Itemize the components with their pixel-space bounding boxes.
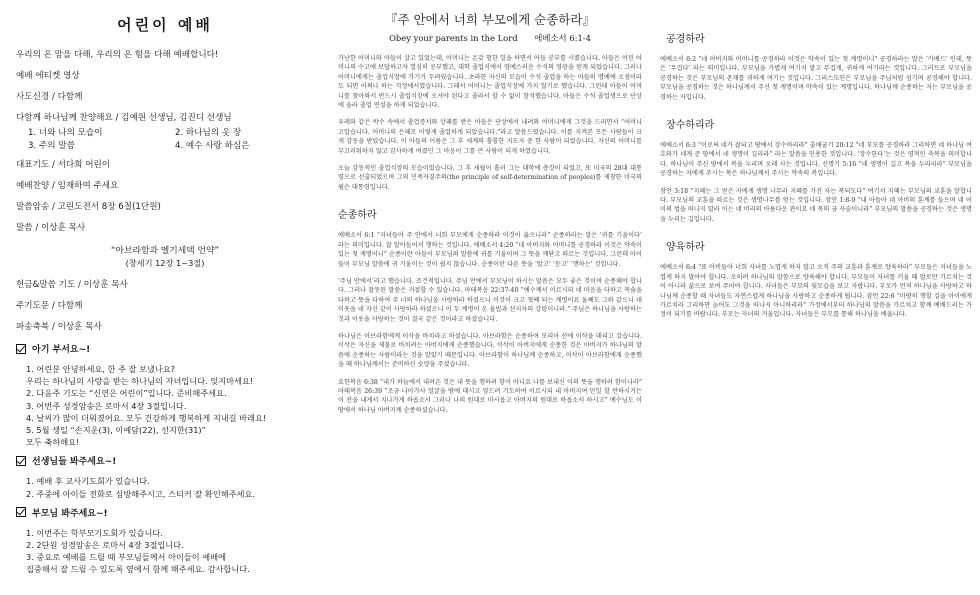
- bulletin-line: 사도신경 / 다함께: [16, 92, 83, 102]
- bulletin-line: 다함께 하나님께 찬양해요 / 김예원 선생님, 김진디 선생님: [16, 113, 232, 123]
- list-item: 5. 5월 생일 “손지운(3), 이예담(22), 선지한(31)”: [26, 425, 206, 436]
- bulletin-line: 말씀암송 / 고린도전서 8장 6절(1단원): [16, 202, 161, 212]
- list-item: 1. 어린분 안녕하세요, 한 주 잘 보냈나요?: [26, 364, 176, 374]
- list-item: 집중해서 잘 드릴 수 있도록 옆에서 함께 해주세요. 감사합니다.: [26, 564, 250, 575]
- bulletin-title: 어린이 예배: [117, 16, 213, 34]
- bulletin-line: 파송축복 / 이상훈 목사: [16, 322, 102, 332]
- section-heading-label: 선생님들 봐주세요~!: [32, 457, 117, 468]
- bulletin-line: 대표기도 / 서다희 어린이: [16, 160, 111, 170]
- bulletin-line: 말씀 / 이상훈 목사: [16, 223, 86, 233]
- sermon-title: “아브라함과 멜기세덱 언약”: [110, 246, 220, 256]
- paragraph: 에베소서 6:1 “자녀들아 주 안에서 너희 부모에게 순종하라 이것이 옳으니라” 순종하라는 말은 ‘귀를 기울이다’ 라는 의미입니다. 잘 알아들어서 행하는 것입니다. 에베소서 4:20 “네 아버지와 어머니를 공경하라 이것은 약속이 있는 첫 계명이니” 순종이란 아들이 부모님의 말씀에 귀를 기울이며 그 뜻을 깨닫고 따르는 것입니다. 그런데 아이들이 부모님 말씀에 귀 기울이는 것이 쉽지 않습니다. 순종이란 다른 뜻을 ‘알고’ ‘듣고’ ‘행하는’ 것입니다.: [338, 232, 642, 268]
- list-item: 1. 이번주는 학부모기도회가 있습니다.: [26, 527, 163, 538]
- song-item: 1. 너와 나의 모습이: [28, 128, 103, 138]
- sermon-heading: 『주 안에서 너희 부모에게 순종하라』: [385, 12, 595, 27]
- sermon-reference: (창세기 12장 1~3절): [125, 258, 205, 268]
- paragraph: 하나님은 아브라함에게 이삭을 바치라고 하셨습니다. 아브라함은 순종하여 모리아 산에 이삭을 데리고 갔습니다. 이삭은 자신을 제물로 바치려는 아버지에게 순종했습니다. 이삭이 아버지에게 순종한 것은 아버지가 하나님의 말씀에 순종하는 사람이라는 것을 알았기 때문입니다. 아브라함이 하나님께 순종하고, 이삭이 아브라함에게 순종했을 때 하나님께서는 준비하신 숫양을 주셨습니다.: [338, 332, 642, 369]
- section-title: 공경하라: [666, 34, 705, 45]
- checkbox-icon: [16, 456, 26, 466]
- checkbox-icon: [16, 507, 26, 517]
- bulletin-line: 예배 에티켓 영상: [16, 71, 80, 81]
- list-item: 우리는 하나님의 사랑을 받는 하나님의 자녀입니다. 잊지마세요!: [26, 376, 254, 387]
- list-item: 2. 주중에 아이들 전화로 심방해주시고, 스티커 잘 확인해주세요.: [26, 488, 255, 499]
- song-list: [28, 127, 314, 153]
- bulletin-line: 주기도문 / 다함께: [16, 301, 83, 311]
- paragraph: 가난한 어머니와 아들이 살고 있었는데, 어머니는 온갖 험한 일을 하면서 아들 공부를 시켰습니다. 아들은 어린 어머니의 수고에 보답하고자 열심히 공부했고, 대학 졸업식에서 영예스러운 수석의 영광을 얻게 되었습니다. 그러나 어머니에게는 졸업식장에 가기가 두려웠습니다. 초라한 자신의 모습이 수석 졸업을 하는 아들의 명예에 오점이라도 되면 어쩌나 하는 걱정에서였습니다. 그래서 어머니는 졸업식장에 가지 않기로 했습니다. 그런데 아들이 어머니를 찾아와서 반드시 졸업식장에 오셔야 된다고 졸라서 할 수 없이 참석했습니다. 아들은 수석 졸업생으로 단상에 올라 졸업 연설을 하게 되었습니다.: [338, 55, 642, 110]
- checkbox-icon: [16, 344, 26, 354]
- list-item: 4. 날씨가 많이 더워졌어요. 모두 건강하게 행복하게 지내길 바래요!: [26, 412, 267, 423]
- list-item: 3. 중요로 예배를 드릴 때 부모님들께서 아이들이 예배에: [26, 552, 227, 563]
- section-heading: [16, 506, 314, 519]
- section-heading: [16, 342, 314, 355]
- bulletin-line: 우리의 온 맘을 다해, 우리의 온 힘을 다해 예배합니다!: [16, 50, 219, 60]
- section-title: 순종하라: [338, 210, 377, 222]
- song-item: 4. 예수 사랑 하심은: [175, 141, 250, 151]
- paragraph: ‘주님 안에서’라고 했습니다. 조건적입니다. 주님 안에서 부모님이 하시는 말씀은 모두 좋은 것이며 순종해야 합니다. 그러나 잘못된 말씀은 거절할 수 있습니다. 마태복음 22:37-40 “예수께서 이르시되 네 마음을 다하고 목숨을 다하고 뜻을 다하여 주 너의 하나님을 사랑하라 하셨으니 이것이 크고 첫째 되는 계명이요 둘째도 그와 같으니 네 이웃을 네 자신 같이 사랑하라 하셨으니 이 두 계명이 온 율법과 선지자의 강령이니라.” 주님은 하나님을 사랑하는 것과 이웃을 사랑하는 것이 결국 같은 것이라고 하셨습니다.: [338, 277, 642, 323]
- sermon-scripture-ref: 에베소서 6:1-4: [534, 33, 591, 43]
- song-item: 3. 주의 말씀: [28, 141, 75, 151]
- list-item: 2. 2단원 성경암송은 로마서 4장 3절입니다.: [26, 540, 184, 551]
- section-heading-label: 아기 부서요~!: [32, 345, 91, 355]
- paragraph: 오늘 감동적인 졸업식장의 모습이었습니다. 그 후 세월이 흘러 그는 대학에 총장이 되었고, 또 미국의 28대 대통령으로 선출되었으며 그의 민족자결주의(the principle of self-determination of peoples)를 제창한 미국의 윌슨 대통령입니다.: [338, 165, 642, 191]
- bulletin-line: 예배찬양 / 임재하여 주세요: [16, 181, 119, 191]
- paragraph: 요한복음 6:38 “내가 하늘에서 내려온 것은 내 뜻을 행하려 함이 아니요 나를 보내신 이의 뜻을 행하려 함이니라” 마태복음 26:39 “조금 나아가사 얼굴을 땅에 대시고 엎드려 기도하여 이르시되 내 아버지여 만일 할 만하시거든 이 잔을 내게서 지나가게 하옵소서 그러나 나의 원대로 마시옵고 아버지의 원대로 하옵소서 하시고” 예수님도 이 땅에서 하나님 아버지께 순종하셨습니다.: [338, 378, 642, 414]
- sermon-column: [330, 0, 648, 595]
- bulletin-line: 헌금&말씀 기도 / 이상훈 목사: [16, 280, 128, 290]
- notice-list: [26, 475, 314, 499]
- section-heading: [16, 454, 314, 467]
- list-item: 2. 다음주 기도는 “신연은 어린이”입니다. 준비해주세요.: [26, 388, 227, 399]
- sermon-subheading: [338, 32, 642, 44]
- paragraph: 에베소서 6:3 “이로써 네가 잘되고 땅에서 장수하리라” 출애굽기 20:12 “네 부모를 공경하라 그리하면 네 하나님 여호와가 네게 준 땅에서 네 생명이 길리라” 라는 말씀을 인용한 것입니다. ‘장수한다’는 것은 영적인 축복을 의미합니다. 하나님이 주신 땅에서 복을 누리며 오래 사는 것입니다. 신명기 5:16 “네 생명이 길고 복을 누리리라” 부모님을 공경하는 자에게 주시는 복은 하나님께서 주시는 약속의 복입니다.: [660, 142, 972, 178]
- list-item: 3. 어번주 성경암송은 로마서 4장 3절입니다.: [26, 400, 187, 411]
- paragraph: 잠언 3:18 “지혜는 그 얻은 자에게 생명 나무라 지혜를 가진 자는 복되도다” 여기서 지혜는 부모님의 교훈을 말합니다. 부모님의 교훈을 따르는 것은 생명나무를 얻는 것입니다. 잠언 1:8-9 “내 아들아 네 아비의 훈계를 들으며 네 어미의 법을 떠나지 말라 이는 네 머리의 아름다운 관이요 네 목의 금 사슬이니라” 부모님의 말씀을 공경하는 것은 생명을 누리는 길입니다.: [660, 187, 972, 223]
- paragraph: 에베소서 6:4 “또 아비들아 너희 자녀를 노엽게 하지 말고 오직 주의 교훈과 훈계로 양육하라” 부모들은 자녀들을 노엽게 하지 말아야 합니다. 오히려 하나님의 말씀으로 양육해야 합니다. 부모들이 자녀를 키울 때 말로만 가르치는 것이 아니라 삶으로 보여 주어야 합니다. 자녀들은 부모의 뒷모습을 보고 자랍니다. 부모가 먼저 하나님을 사랑하고 하나님께 순종할 때 자녀들도 자연스럽게 하나님을 사랑하고 순종하게 됩니다. 잠언 22:6 “마땅히 행할 길을 아이에게 가르치라 그리하면 늙어도 그것을 떠나지 아니하리라” 가정에서부터 하나님의 말씀을 가르치고 함께 예배드리는 가정이 되기를 바랍니다. 부모는 자녀의 거울입니다. 자녀들은 부모를 통해 하나님을 배웁니다.: [660, 264, 972, 319]
- paragraph: 우레와 같은 박수 속에서 졸업증서와 상패를 받은 아들은 단상에서 내려와 어머니에게 그것을 드리면서 “어머니 고맙습니다. 어머니의 은혜로 이렇게 졸업하게 되었습니다.”라고 말씀드렸습니다. 이를 지켜본 모든 사람들이 크게 감동을 받았습니다. 이 아들의 이름은 그 후 세계의 훌륭한 지도자 중 한 사람이 되었습니다. 자신의 어머니를 부끄러워하지 않고 감사하게 여겼던 그 마음이 그를 큰 사람이 되게 하였습니다.: [338, 119, 642, 155]
- sermon-column-continued: [652, 0, 980, 595]
- sermon-english-title: Obey your parents in the Lord: [389, 33, 518, 43]
- list-item: 모두 축하해요!: [26, 437, 80, 448]
- section-title: 장수하리라: [666, 120, 715, 132]
- paragraph: 에베소서 6:2 “네 아버지와 어머니를 공경하라 이것은 약속이 있는 첫 계명이니” 공경하라는 말은 ‘카베드’ 인데, 뜻은 ‘무겁다’ 라는 의미입니다. 부모님을 가볍게 여기지 말고 무겁게, 귀하게 여기라는 것입니다. 그러므로 부모님을 공경하는 것은 부모님의 존재를 귀하게 여기는 것입니다. 그리스도인은 부모님을 주님처럼 섬기며 공경해야 합니다. 부모님을 공경하는 것은 하나님께서 주신 첫 계명이며 약속이 있는 계명입니다. 하나님께 순종하는 자는 부모님을 공경하는 자입니다.: [660, 56, 972, 101]
- kids-worship-bulletin: [0, 0, 328, 595]
- notice-list: [26, 363, 314, 448]
- section-heading-label: 부모님 봐주세요~!: [32, 508, 108, 519]
- list-item: 1. 예배 후 교사기도회가 있습니다.: [26, 476, 150, 487]
- song-item: 2. 하나님의 옷 장: [175, 128, 242, 138]
- section-title: 양육하라: [666, 242, 705, 254]
- notice-list: [26, 527, 314, 576]
